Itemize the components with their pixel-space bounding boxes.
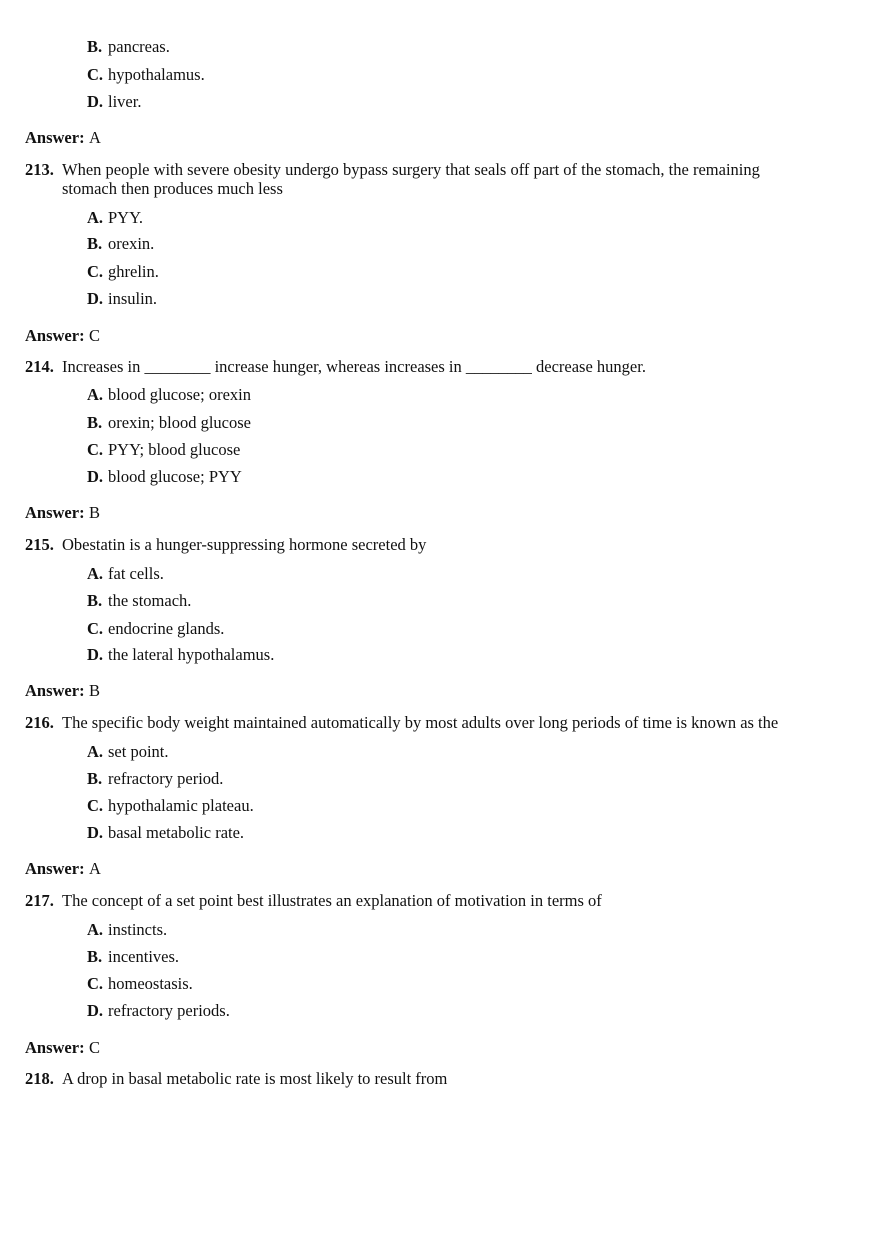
option-letter: B. [87, 234, 103, 253]
option-text: PYY; blood glucose [108, 440, 241, 459]
answer-value: B [89, 503, 101, 522]
question-number: 218. [25, 1069, 54, 1088]
option-letter: C. [87, 440, 104, 459]
question-text: When people with severe obesity undergo bypass surgery that seals off part of the stomach, the remaining [62, 160, 760, 179]
option-text: instincts. [108, 920, 168, 939]
option-letter: C. [87, 262, 104, 281]
option-text: insulin. [108, 289, 158, 308]
answer-value: C [89, 326, 101, 345]
answer-value: A [89, 128, 101, 147]
answer-value: A [89, 859, 101, 878]
answer-label: Answer: [25, 128, 85, 147]
option-text: refractory periods. [108, 1001, 230, 1020]
option-letter: B. [87, 769, 103, 788]
question-number: 216. [25, 713, 54, 732]
option-letter: D. [87, 467, 104, 486]
option-letter: A. [87, 920, 104, 939]
option-letter: D. [87, 645, 104, 664]
question-text: The concept of a set point best illustrates an explanation of motivation in terms of [62, 891, 602, 910]
option-letter: D. [87, 289, 104, 308]
option-letter: D. [87, 823, 104, 842]
option-text: PYY. [108, 208, 144, 227]
option-letter: A. [87, 742, 104, 761]
option-letter: B. [87, 413, 103, 432]
option-letter: B. [87, 947, 103, 966]
option-text: set point. [108, 742, 169, 761]
answer-value: C [89, 1038, 101, 1057]
option-text: liver. [108, 92, 142, 111]
question-number: 214. [25, 357, 54, 376]
question-text: stomach then produces much less [62, 179, 283, 198]
option-text: the lateral hypothalamus. [108, 645, 275, 664]
option-letter: B. [87, 591, 103, 610]
option-letter: C. [87, 619, 104, 638]
answer-label: Answer: [25, 681, 85, 700]
option-letter: C. [87, 974, 104, 993]
option-letter: C. [87, 65, 104, 84]
option-text: hypothalamic plateau. [108, 796, 254, 815]
option-text: blood glucose; orexin [108, 385, 251, 404]
option-letter: D. [87, 92, 104, 111]
question-text: A drop in basal metabolic rate is most likely to result from [62, 1069, 448, 1088]
option-text: endocrine glands. [108, 619, 225, 638]
question-number: 215. [25, 535, 54, 554]
answer-label: Answer: [25, 859, 85, 878]
answer-label: Answer: [25, 503, 85, 522]
answer-label: Answer: [25, 326, 85, 345]
question-number: 217. [25, 891, 54, 910]
option-letter: A. [87, 208, 104, 227]
option-letter: C. [87, 796, 104, 815]
question-number: 213. [25, 160, 54, 179]
option-text: hypothalamus. [108, 65, 205, 84]
option-text: pancreas. [108, 37, 170, 56]
option-text: blood glucose; PYY [108, 467, 242, 486]
question-text: Increases in ________ increase hunger, whereas increases in ________ decrease hunger. [62, 357, 646, 376]
question-text: Obestatin is a hunger-suppressing hormone secreted by [62, 535, 427, 554]
answer-label: Answer: [25, 1038, 85, 1057]
option-text: fat cells. [108, 564, 164, 583]
option-text: refractory period. [108, 769, 224, 788]
option-text: the stomach. [108, 591, 192, 610]
question-text: The specific body weight maintained automatically by most adults over long periods of time is known as the [62, 713, 779, 732]
option-text: homeostasis. [108, 974, 193, 993]
option-text: basal metabolic rate. [108, 823, 245, 842]
option-text: incentives. [108, 947, 180, 966]
option-text: orexin; blood glucose [108, 413, 251, 432]
answer-value: B [89, 681, 101, 700]
option-letter: B. [87, 37, 103, 56]
option-text: orexin. [108, 234, 155, 253]
option-letter: A. [87, 385, 104, 404]
option-text: ghrelin. [108, 262, 159, 281]
option-letter: A. [87, 564, 104, 583]
option-letter: D. [87, 1001, 104, 1020]
